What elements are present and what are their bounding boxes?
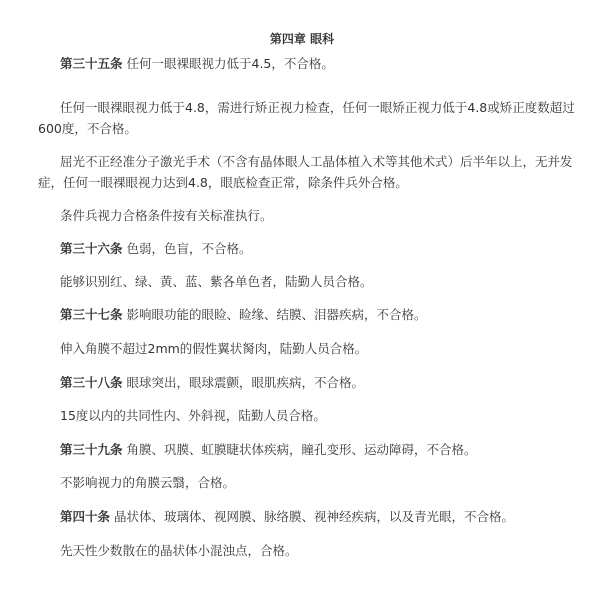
paragraph-text: 眼球突出，眼球震颤，眼肌疾病，不合格。 bbox=[122, 375, 364, 390]
paragraph-correction bbox=[38, 97, 578, 139]
paragraph-text: 色弱，色盲，不合格。 bbox=[122, 241, 252, 256]
paragraph-corneal-nebula bbox=[38, 472, 578, 493]
paragraph-pterygium bbox=[38, 338, 578, 359]
paragraph-text: 晶状体、玻璃体、视网膜、脉络膜、视神经疾病，以及青光眼，不合格。 bbox=[110, 509, 514, 524]
paragraph-text: 角膜、巩膜、虹膜睫状体疾病，瞳孔变形、运动障碍，不合格。 bbox=[122, 442, 477, 457]
paragraph-art-39 bbox=[38, 439, 578, 460]
article-number: 第三十五条 bbox=[60, 56, 123, 71]
article-number: 第四十条 bbox=[60, 509, 111, 524]
article-number: 第三十九条 bbox=[60, 442, 123, 457]
paragraph-text: 能够识别红、绿、黄、蓝、紫各单色者，陆勤人员合格。 bbox=[60, 274, 373, 289]
paragraph-text: 条件兵视力合格条件按有关标准执行。 bbox=[60, 208, 273, 223]
article-number: 第三十八条 bbox=[60, 375, 123, 390]
paragraph-art-38 bbox=[38, 372, 578, 393]
paragraph-art-40 bbox=[38, 506, 578, 527]
paragraph-laser-surgery bbox=[38, 151, 578, 193]
paragraph-text: 15度以内的共同性内、外斜视，陆勤人员合格。 bbox=[60, 408, 326, 423]
paragraph-strabismus bbox=[38, 405, 578, 426]
paragraph-text: 不影响视力的角膜云翳，合格。 bbox=[60, 475, 236, 490]
paragraph-text: 伸入角膜不超过2mm的假性翼状胬肉，陆勤人员合格。 bbox=[60, 341, 368, 356]
paragraph-color-recognition bbox=[38, 271, 578, 292]
paragraph-text: 任何一眼裸眼视力低于4.8，需进行矫正视力检查，任何一眼矫正视力低于4.8或矫正度数超过600度，不合格。 bbox=[38, 100, 575, 136]
paragraph-art-36 bbox=[38, 238, 578, 259]
chapter-title: 第四章 眼科 bbox=[269, 32, 335, 46]
paragraph-art-37 bbox=[38, 304, 578, 325]
paragraph-text: 任何一眼裸眼视力低于4.5，不合格。 bbox=[122, 56, 334, 71]
paragraph-art-35 bbox=[38, 53, 578, 74]
paragraph-text: 屈光不正经准分子激光手术（不含有晶体眼人工晶体植入术等其他术式）后半年以上，无并发症，任何一眼裸眼视力达到4.8，眼底检查正常，除条件兵外合格。 bbox=[38, 154, 573, 190]
article-number: 第三十六条 bbox=[60, 241, 123, 256]
paragraph-conditional-soldier bbox=[38, 205, 578, 226]
article-number: 第三十七条 bbox=[60, 307, 123, 322]
paragraph-text: 影响眼功能的眼睑、睑缘、结膜、泪器疾病，不合格。 bbox=[122, 307, 427, 322]
paragraph-lens-opacity bbox=[38, 540, 578, 561]
paragraph-text: 先天性少数散在的晶状体小混浊点，合格。 bbox=[60, 543, 298, 558]
